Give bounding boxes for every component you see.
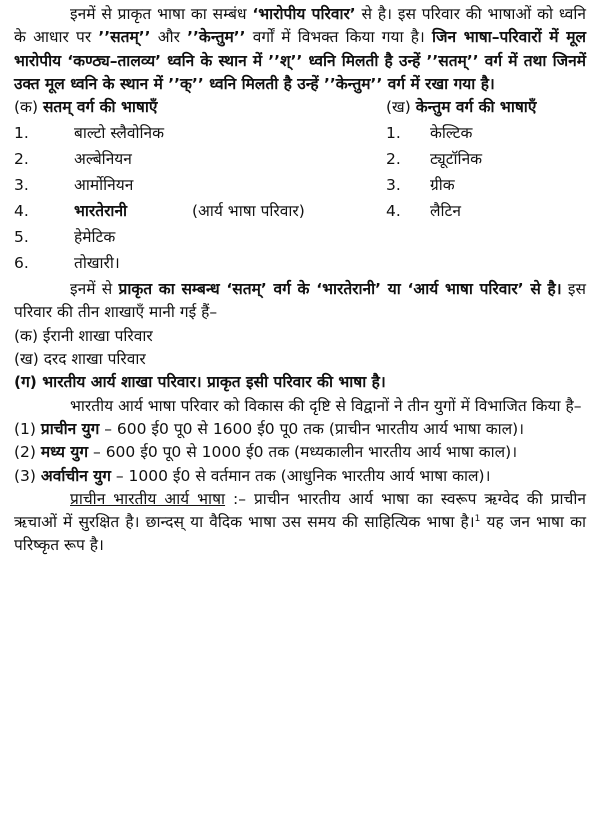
era-prefix: (3) [14,466,41,485]
kentum-heading-text: केन्तुम वर्ग की भाषाएँ [415,98,537,117]
branches-intro-paragraph [14,278,586,325]
satam-heading-text: सतम् वर्ग की भाषाएँ [42,98,158,117]
list-row [14,148,586,174]
satam-note: (आर्य भाषा परिवार) [192,202,305,221]
final-text: प्राचीन भारतीय आर्य भाषा का स्वरूप ऋग्वेद की प्राचीन ऋचाओं में सुरक्षित है। छान्दस् या वैदिक भाषा उस समय की साहित्यिक भाषा है। [14,489,586,532]
para1-and: और [150,28,188,47]
era-item [14,465,586,488]
satam-num: 2. [14,150,29,169]
kentum-num: 2. [386,150,401,169]
satam-num: 5. [14,228,29,247]
kentum-name: ट्यूटॉनिक [430,150,483,169]
satam-name: तोखारी। [74,254,120,273]
kentum-name: लैटिन [430,202,461,221]
final-paragraph [14,488,586,558]
para1-end: वर्गों में विभक्त किया गया है। [245,28,433,47]
kentum-num: 3. [386,176,401,195]
list-row [14,122,586,148]
kentum-heading-prefix: (ख) [386,98,416,117]
final-heading: प्राचीन भारतीय आर्य भाषा [70,489,226,508]
para2-end: इस परिवार की तीन शाखाएँ मानी गई हैं– [14,280,586,322]
eras-intro-paragraph: भारतीय आर्य भाषा परिवार को विकास की दृष्टि से विद्वानों ने तीन युगों में विभाजित किया है– [70,396,582,415]
satam-name: बाल्टो स्लैवोनिक [74,124,165,143]
list-row [14,174,586,200]
list-row [14,252,586,278]
branch-item: (ग) भारतीय आर्य शाखा परिवार। प्राकृत इसी परिवार की भाषा है। [14,373,386,392]
era-item [14,418,586,441]
language-lists [14,122,586,278]
satam-num: 3. [14,176,29,195]
list-row [14,226,586,252]
kentum-num: 1. [386,124,401,143]
kentum-name: केल्टिक [430,124,473,143]
era-name: मध्य युग [40,443,89,462]
group-headings [14,96,586,122]
era-list [14,418,586,488]
branch-item: (ख) दरद शाखा परिवार [14,350,146,369]
kentum-heading [386,96,536,119]
satam-name: भारतेरानी [74,202,128,221]
era-desc: – 600 ई0 पू0 से 1000 ई0 तक (मध्यकालीन भारतीय आर्य भाषा काल)। [88,443,518,462]
branch-item: (क) ईरानी शाखा परिवार [14,326,153,345]
footnote-marker: 1 [474,514,481,524]
kentum-num: 4. [386,202,401,221]
satam-num: 4. [14,202,29,221]
final-sep: :– [225,489,254,508]
era-name: प्राचीन युग [40,419,100,438]
satam-num: 1. [14,124,29,143]
satam-heading [14,96,386,119]
list-row [14,200,586,226]
kentum-name: ग्रीक [430,176,455,195]
para1-mid: से है। इस परिवार की भाषाओं को ध्वनि के आधार पर [14,5,586,47]
satam-name: अल्बेनियन [74,150,132,169]
satam-name: आर्मोनियन [74,176,134,195]
era-prefix: (2) [14,443,41,462]
era-item [14,441,586,464]
para1-bold-rest: जिन भाषा–परिवारों में मूल भारोपीय ‘कण्ठ्य–तालव्य’ ध्वनि के स्थान में ’’श्’’ ध्वनि मिलती है उन्हें ’’सतम्’’ वर्ग में तथा जिनमें उक्त मूल ध्वनि के स्थान में ’’क्’’ ध्वनि मिलती है उन्हें ’’केन्तुम’’ वर्ग में रखा गया है। [14,28,586,93]
para1-family: ‘भारोपीय परिवार’ [252,5,356,23]
era-prefix: (1) [14,419,41,438]
branch-list [14,325,586,395]
era-name: अर्वाचीन युग [40,466,111,485]
final-text-end: यह जन भाषा का परिष्कृत रूप है। [14,513,587,555]
para1-satam: ’’सतम्’’ [98,28,151,47]
intro-paragraph [14,3,586,96]
para2-start: इनमें से [70,280,119,299]
satam-name: हेमेटिक [74,228,116,247]
para1-start: इनमें से प्राकृत भाषा का सम्बंध [70,5,253,23]
satam-heading-prefix: (क) [14,98,43,117]
para2-bold: प्राकृत का सम्बन्ध ‘सतम्’ वर्ग के ‘भारतेरानी’ या ‘आर्य भाषा परिवार’ से है। [118,280,562,299]
era-desc: – 1000 ई0 से वर्तमान तक (आधुनिक भारतीय आर्य भाषा काल)। [110,466,491,485]
satam-num: 6. [14,254,29,273]
para1-kentum: ’’केन्तुम’’ [187,28,246,47]
era-desc: – 600 ई0 पू0 से 1600 ई0 पू0 तक (प्राचीन भारतीय आर्य भाषा काल)। [99,419,525,438]
